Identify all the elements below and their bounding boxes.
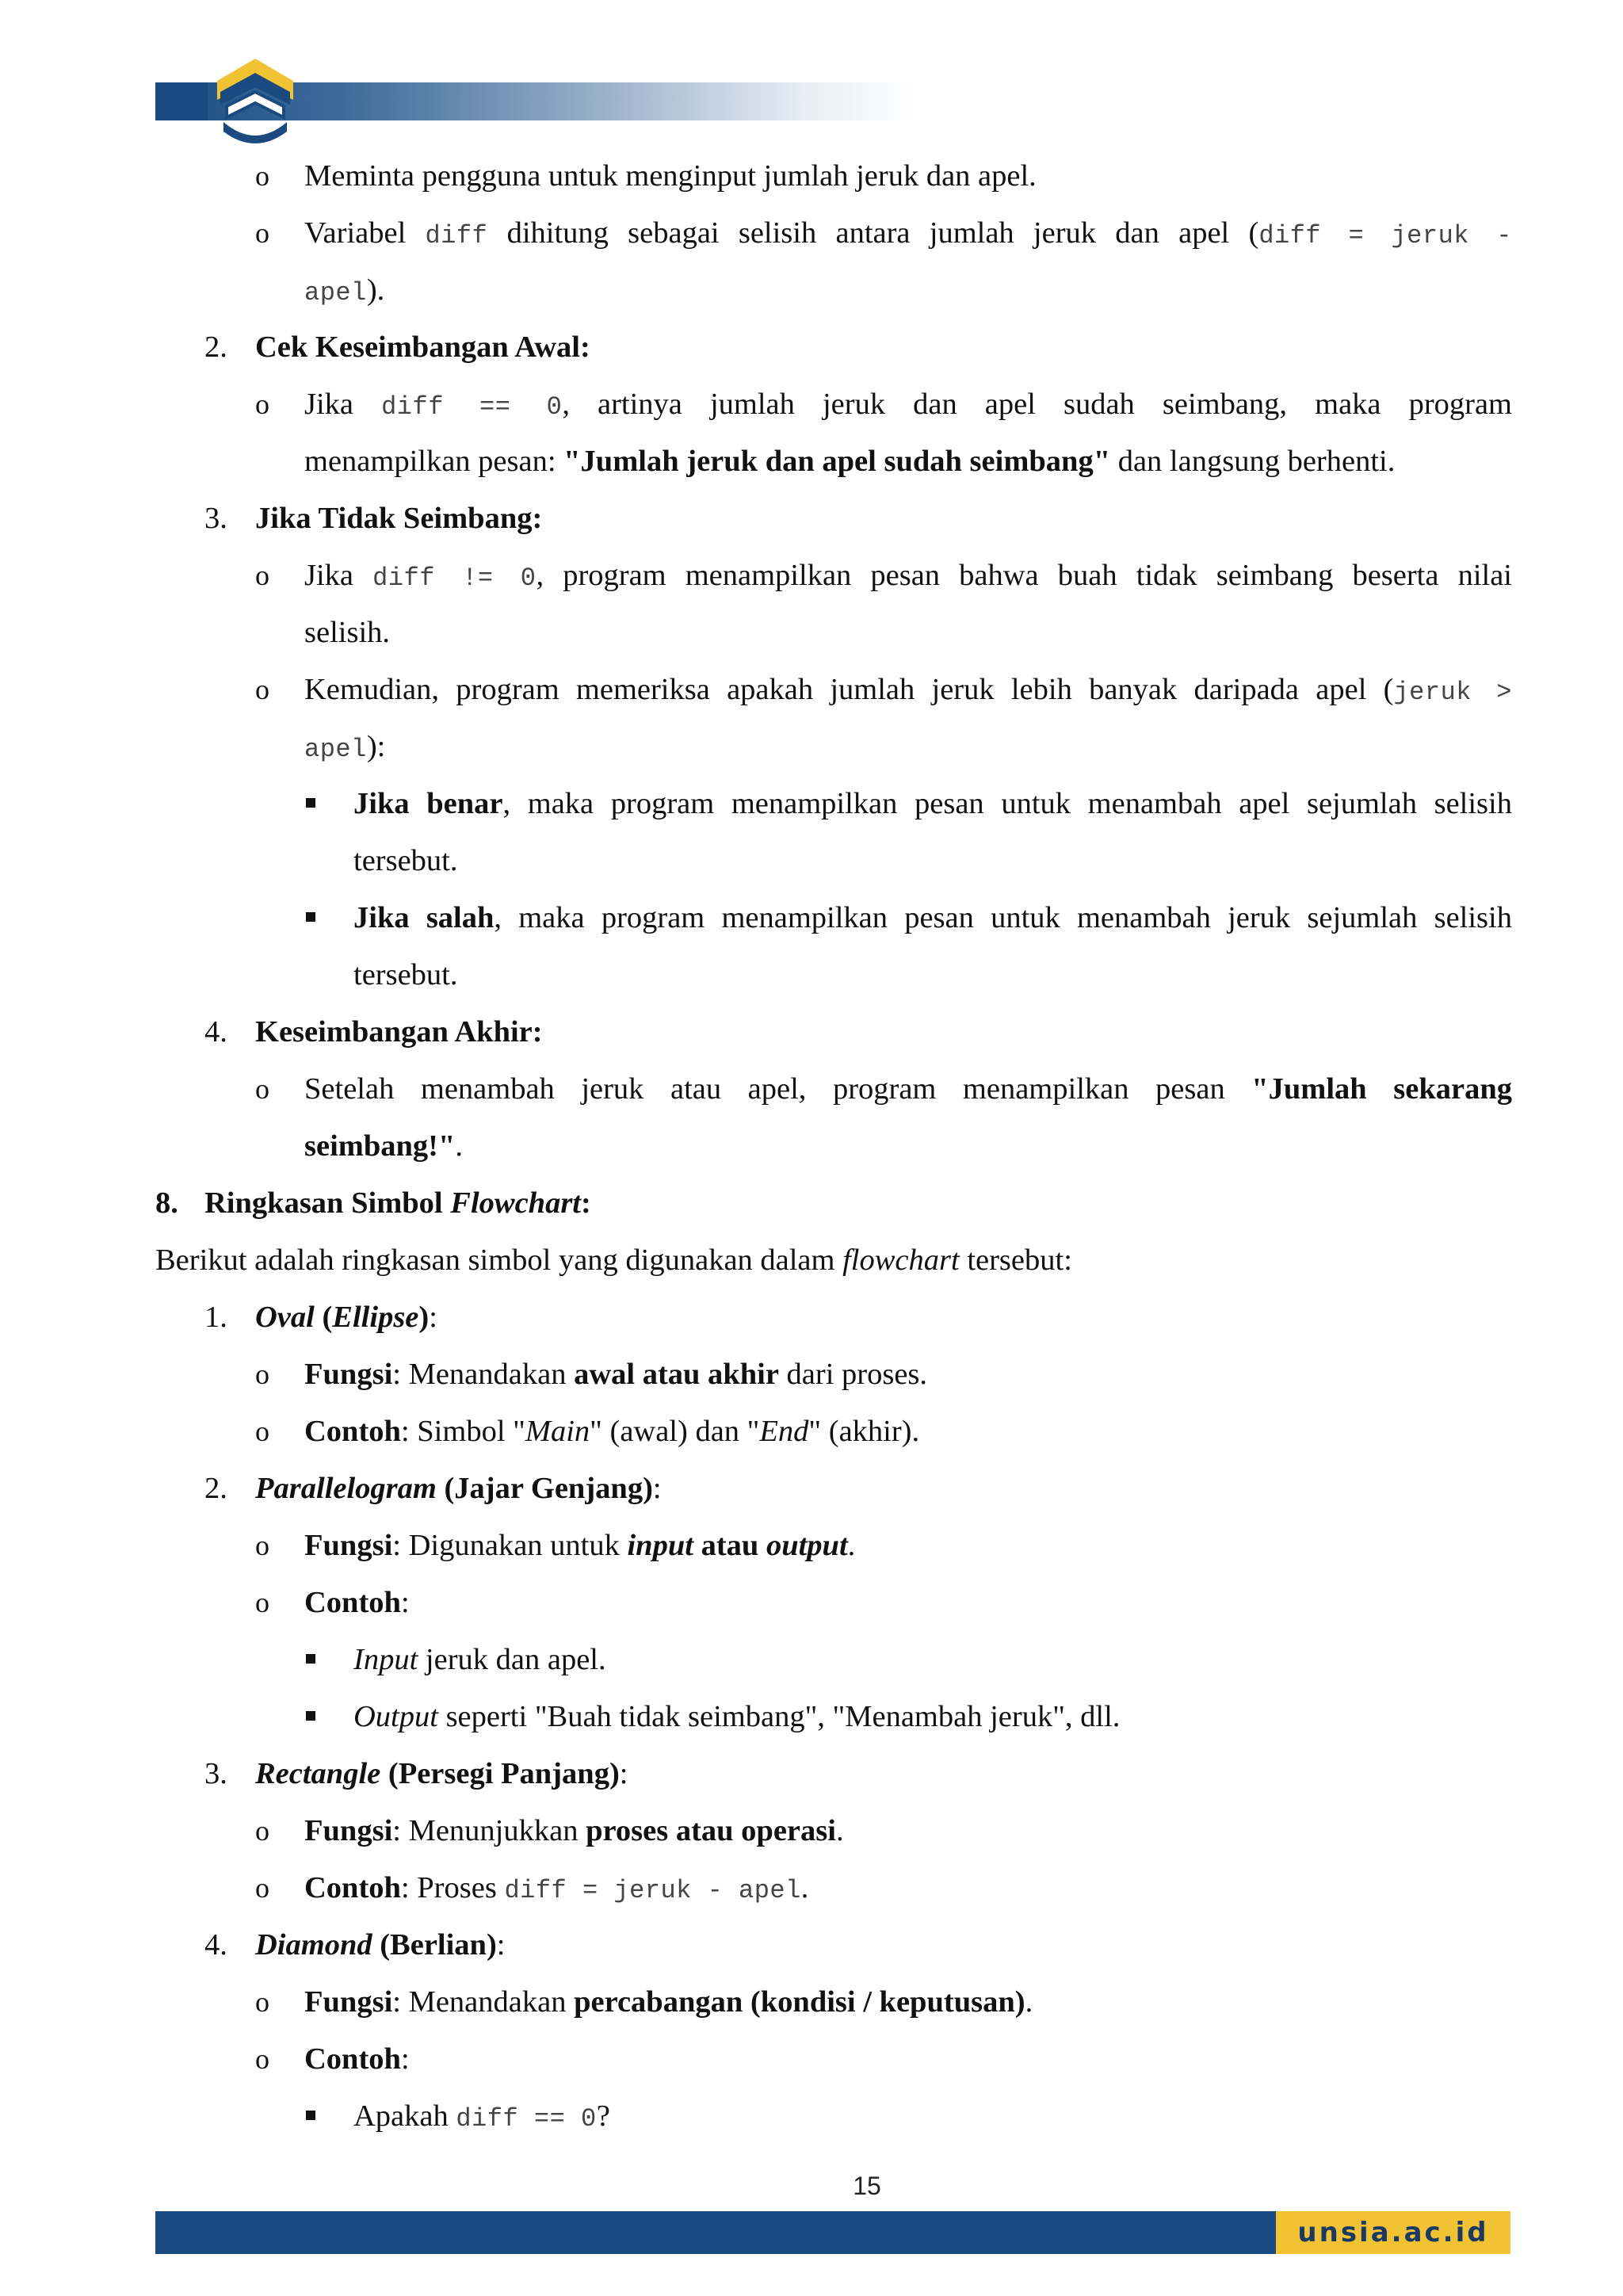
- list-item-continuation: apel).: [304, 273, 385, 308]
- list-item-continuation: tersebut.: [353, 958, 458, 991]
- bullet-square: [306, 2111, 315, 2120]
- list-item-continuation: seimbang!".: [304, 1129, 463, 1163]
- list-item: Fungsi: Menandakan awal atau akhir dari proses.: [304, 1358, 928, 1391]
- list-item: Contoh:: [304, 2042, 410, 2076]
- footer-blue-bar: [155, 2211, 1276, 2254]
- list-number: 1.: [204, 1301, 227, 1334]
- bullet-circle: o: [255, 217, 269, 249]
- list-item: Kemudian, program memeriksa apakah jumlah jeruk lebih banyak daripada apel (jeruk >: [304, 673, 1513, 707]
- list-item: Apakah diff == 0?: [353, 2099, 610, 2134]
- list-item: Fungsi: Digunakan untuk input atau output.: [304, 1529, 856, 1562]
- list-item: Input jeruk dan apel.: [353, 1643, 606, 1676]
- list-item-continuation: menampilkan pesan: "Jumlah jeruk dan apel sudah seimbang" dan langsung berhenti.: [304, 445, 1396, 478]
- bullet-square: [306, 1654, 315, 1664]
- list-item: Jika diff != 0, program menampilkan pesan bahwa buah tidak seimbang beserta nilai: [304, 559, 1513, 593]
- list-item: Meminta pengguna untuk menginput jumlah jeruk dan apel.: [304, 159, 1037, 193]
- bullet-circle: o: [255, 1815, 269, 1847]
- list-number: 2.: [204, 330, 227, 364]
- list-item: Fungsi: Menandakan percabangan (kondisi / keputusan).: [304, 1985, 1033, 2019]
- list-item: Output seperti "Buah tidak seimbang", "Menambah jeruk", dll.: [353, 1700, 1121, 1733]
- page-number: 15: [853, 2172, 881, 2200]
- bullet-circle: o: [255, 160, 269, 192]
- list-item: Contoh:: [304, 1586, 410, 1619]
- list-item-continuation: selisih.: [304, 616, 391, 649]
- bullet-circle: o: [255, 1415, 269, 1447]
- symbol-heading: Diamond (Berlian):: [255, 1928, 506, 1962]
- bullet-circle: o: [255, 1986, 269, 2018]
- list-item: Contoh: Simbol "Main" (awal) dan "End" (akhir).: [304, 1415, 920, 1448]
- unsia-logo-icon: [208, 55, 303, 152]
- bullet-circle: o: [255, 1073, 269, 1105]
- section-heading: Jika Tidak Seimbang:: [255, 502, 543, 535]
- bullet-square: [306, 798, 315, 808]
- list-number: 3.: [204, 502, 227, 535]
- bullet-circle: o: [255, 560, 269, 591]
- section-title: Ringkasan Simbol Flowchart:: [204, 1186, 591, 1220]
- list-item: Jika salah, maka program menampilkan pesan untuk menambah jeruk sejumlah selisih: [353, 901, 1512, 934]
- header-blue-block: [155, 82, 208, 120]
- list-item: Fungsi: Menunjukkan proses atau operasi.: [304, 1814, 844, 1847]
- bullet-circle: o: [255, 1530, 269, 1561]
- symbol-heading: Oval (Ellipse):: [255, 1301, 437, 1334]
- list-number: 4.: [204, 1928, 227, 1962]
- list-item: Contoh: Proses diff = jeruk - apel.: [304, 1871, 809, 1905]
- symbol-heading: Rectangle (Persegi Panjang):: [255, 1757, 628, 1790]
- list-item: Jika diff == 0, artinya jumlah jeruk dan apel sudah seimbang, maka program: [304, 388, 1512, 422]
- list-item: Jika benar, maka program menampilkan pesan untuk menambah apel sejumlah selisih: [353, 787, 1512, 820]
- list-item-continuation: tersebut.: [353, 844, 458, 877]
- paragraph: Berikut adalah ringkasan simbol yang digunakan dalam flowchart tersebut:: [155, 1244, 1072, 1277]
- list-number: 2.: [204, 1472, 227, 1505]
- list-item: Variabel diff dihitung sebagai selisih antara jumlah jeruk dan apel (diff = jeruk -: [304, 216, 1513, 250]
- section-heading: Keseimbangan Akhir:: [255, 1015, 543, 1049]
- bullet-circle: o: [255, 674, 269, 705]
- symbol-heading: Parallelogram (Jajar Genjang):: [255, 1472, 662, 1505]
- footer-brand-url: unsia.ac.id: [1276, 2211, 1510, 2254]
- list-item: Setelah menambah jeruk atau apel, program menampilkan pesan "Jumlah sekarang: [304, 1072, 1512, 1106]
- bullet-circle: o: [255, 2043, 269, 2075]
- section-number: 8.: [155, 1186, 178, 1220]
- bullet-circle: o: [255, 1872, 269, 1904]
- list-number: 4.: [204, 1015, 227, 1049]
- bullet-circle: o: [255, 1587, 269, 1618]
- bullet-circle: o: [255, 1358, 269, 1390]
- bullet-circle: o: [255, 388, 269, 420]
- list-number: 3.: [204, 1757, 227, 1790]
- bullet-square: [306, 912, 315, 922]
- section-heading: Cek Keseimbangan Awal:: [255, 330, 590, 364]
- list-item-continuation: apel):: [304, 730, 386, 764]
- bullet-square: [306, 1711, 315, 1721]
